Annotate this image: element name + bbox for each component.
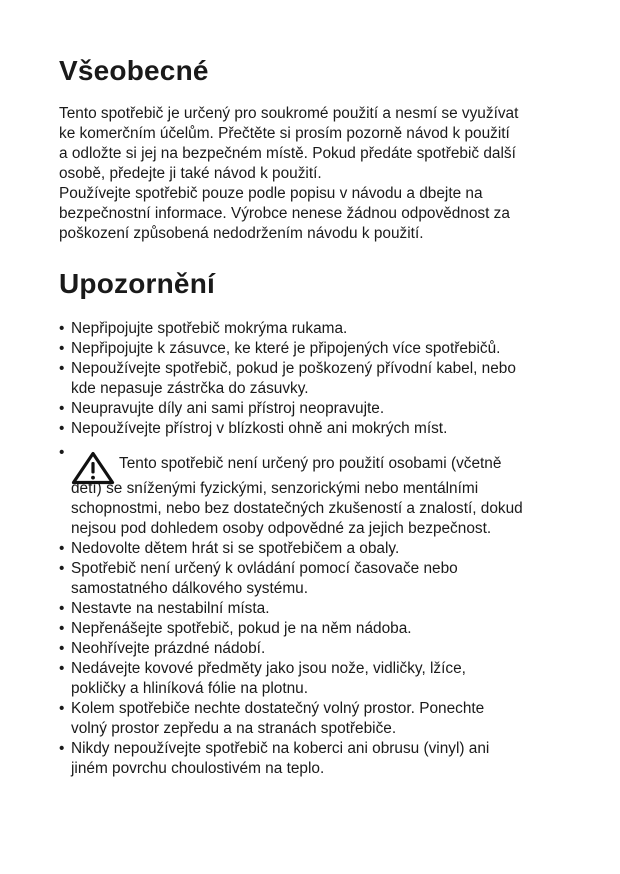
bullet-marker: • xyxy=(59,360,65,377)
bullet-marker: • xyxy=(59,640,65,657)
list-item-text: kde nepasuje zástrčka do zásuvky. xyxy=(71,380,309,397)
intro-line: Tento spotřebič je určený pro soukromé použití a nesmí se využívat xyxy=(59,105,519,122)
list-item xyxy=(59,659,523,699)
bullet-marker: • xyxy=(59,540,65,557)
list-item-text: jiném povrchu choulostivém na teplo. xyxy=(71,760,325,777)
bullet-marker: • xyxy=(59,660,65,677)
list-item-text: Nedávejte kovové předměty jako jsou nože, vidličky, lžíce, xyxy=(71,660,466,677)
warning-first-line xyxy=(71,443,523,479)
list-item-text: Neupravujte díly ani sami přístroj neopravujte. xyxy=(71,400,385,417)
bullet-marker: • xyxy=(59,400,65,417)
list-item-text: volný prostor zepředu a na stranách spotřebiče. xyxy=(71,720,397,737)
list-item-text: Nestavte na nestabilní místa. xyxy=(71,600,270,617)
list-item-text: nejsou pod dohledem osoby odpovědné za jejich bezpečnost. xyxy=(71,520,492,537)
warning-triangle-icon xyxy=(71,451,115,485)
bullet-marker: • xyxy=(59,560,65,577)
list-item-text: Nepřipojujte k zásuvce, ke které je připojených více spotřebičů. xyxy=(71,340,501,357)
bullet-marker: • xyxy=(59,340,65,357)
intro-line: a odložte si jej na bezpečném místě. Pokud předáte spotřebič další xyxy=(59,145,516,162)
list-item xyxy=(59,339,516,359)
intro-line: Používejte spotřebič pouze podle popisu v návodu a dbejte na xyxy=(59,185,483,202)
list-item xyxy=(59,319,516,339)
list-item-text: Nepřipojujte spotřebič mokrýma rukama. xyxy=(71,320,348,337)
list-item-text: schopnostmi, nebo bez dostatečných zkušeností a znalostí, dokud xyxy=(71,500,523,517)
intro-line: poškození způsobená nedodržením návodu k použití. xyxy=(59,225,424,242)
list-item-warning xyxy=(59,443,523,539)
list-item-text: Nepoužívejte přístroj v blízkosti ohně ani mokrých míst. xyxy=(71,420,448,437)
bullet-marker: • xyxy=(59,600,65,617)
intro-paragraph xyxy=(59,104,518,244)
list-item xyxy=(59,619,523,639)
list-item-text: Nedovolte dětem hrát si se spotřebičem a obaly. xyxy=(71,540,400,557)
list-item-text: Nikdy nepoužívejte spotřebič na koberci ani obrusu (vinyl) ani xyxy=(71,740,490,757)
list-item-text: Tento spotřebič není určený pro použití osobami (včetně xyxy=(119,455,502,472)
list-item-text: Kolem spotřebiče nechte dostatečný volný prostor. Ponechte xyxy=(71,700,485,717)
section-heading-general: Všeobecné xyxy=(59,55,209,86)
list-item-text: Spotřebič není určený k ovládání pomocí časovače nebo xyxy=(71,560,458,577)
list-item xyxy=(59,359,516,399)
intro-line: osobě, předejte ji také návod k použití. xyxy=(59,165,322,182)
list-item-text: Nepřenášejte spotřebič, pokud je na něm nádoba. xyxy=(71,620,412,637)
list-item-text: dětí) se sníženými fyzickými, senzorickými nebo mentálními xyxy=(71,480,479,497)
bullet-marker: • xyxy=(59,620,65,637)
list-item xyxy=(59,599,523,619)
section-heading-warning: Upozornění xyxy=(59,268,215,299)
warning-list-b xyxy=(59,443,523,779)
bullet-marker: • xyxy=(59,740,65,757)
list-item-text: pokličky a hliníková fólie na plotnu. xyxy=(71,680,308,697)
list-item xyxy=(59,699,523,739)
list-item xyxy=(59,739,523,779)
bullet-marker: • xyxy=(59,320,65,337)
bullet-marker: • xyxy=(59,700,65,717)
list-item xyxy=(59,559,523,599)
list-item-text: Neohřívejte prázdné nádobí. xyxy=(71,640,266,657)
list-item-text: Nepoužívejte spotřebič, pokud je poškozený přívodní kabel, nebo xyxy=(71,360,516,377)
list-item xyxy=(59,419,516,439)
intro-line: ke komerčním účelům. Přečtěte si prosím pozorně návod k použití xyxy=(59,125,510,142)
bullet-marker: • xyxy=(59,444,65,461)
list-item xyxy=(59,639,523,659)
list-item xyxy=(59,399,516,419)
list-item-text: samostatného dálkového systému. xyxy=(71,580,308,597)
bullet-marker: • xyxy=(59,420,65,437)
list-item xyxy=(59,539,523,559)
intro-line: bezpečnostní informace. Výrobce nenese žádnou odpovědnost za xyxy=(59,205,510,222)
warning-list-a xyxy=(59,319,516,439)
